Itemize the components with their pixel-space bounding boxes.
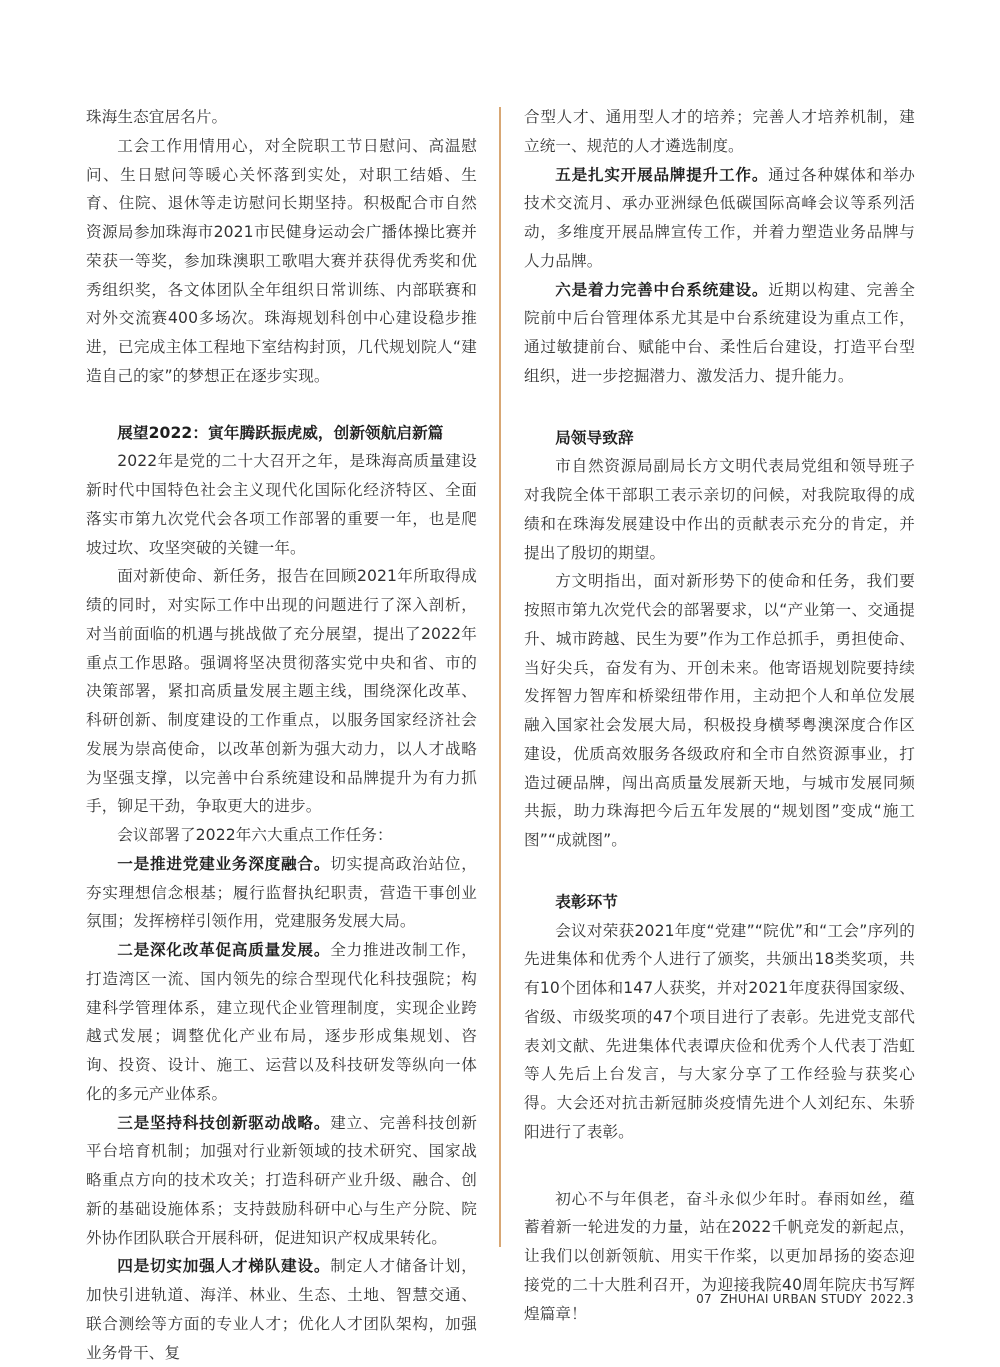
column-divider xyxy=(499,107,501,1247)
paragraph: 面对新使命、新任务，报告在回顾2021年所取得成绩的同时，对实际工作中出现的问题进行了深入剖析，对当前面临的机遇与挑战做了充分展望，提出了2022年重点工作思路。强调将坚决贯彻落实党中央和省、市的决策部署，紧扣高质量发展主题主线，围绕深化改革、科研创新、制度建设的工作重点，以服务国家经济社会发展为崇高使命，以改革创新为强大动力，以人才战略为坚强支撑，以完善中台系统建设和品牌提升为有力抓手，铆足干劲，争取更大的进步。 xyxy=(86,567,477,816)
task-lead: 一是推进党建业务深度融合。 xyxy=(117,854,331,873)
task-paragraph xyxy=(86,1252,477,1367)
page-footer xyxy=(696,1292,918,1306)
task-paragraph xyxy=(86,850,477,936)
paragraph: 工会工作用情用心，对全院职工节日慰问、高温慰问、生日慰问等暖心关怀落到实处，对职工结婚、生育、住院、退休等走访慰问长期坚持。积极配合市自然资源局参加珠海市2021市民健身运动会广播体操比赛并荣获一等奖，参加珠澳职工歌唱大赛并获得优秀奖和优秀组织奖，各文体团队全年组织日常训练、内部联赛和对外交流赛400多场次。珠海规划科创中心建设稳步推进，已完成主体工程地下室结构封顶，几代规划院人“建造自己的家”的梦想正在逐步实现。 xyxy=(86,136,477,385)
task-body: 近期以构建、完善全院前中后台管理体系尤其是中台系统建设为重点工作，通过敏捷前台、赋能中台、柔性后台建设，打造平台型组织，进一步挖掘潜力、激发活力、提升能力。 xyxy=(524,280,915,385)
task-lead: 六是着力完善中台系统建设。 xyxy=(555,280,769,299)
task-body: 通过各种媒体和举办技术交流月、承办亚洲绿色低碳国际高峰会议等系列活动，多维度开展品牌宣传工作，并着力塑造业务品牌与人力品牌。 xyxy=(524,165,915,270)
paragraph: 2022年是党的二十大召开之年，是珠海高质量建设新时代中国特色社会主义现代化国际化经济特区、全面落实市第九次党代会各项工作部署的重要一年，也是爬坡过坎、攻坚突破的关键一年。 xyxy=(86,452,477,557)
section-heading: 表彰环节 xyxy=(555,892,618,911)
paragraph: 会议部署了2022年六大重点工作任务： xyxy=(117,826,393,844)
paragraph: 合型人才、通用型人才的培养；完善人才培养机制，建立统一、规范的人才遴选制度。 xyxy=(524,108,915,155)
task-body: 制定人才储备计划，加快引进轨道、海洋、林业、生态、土地、智慧交通、联合测绘等方面的专业人才；优化人才团队架构，加强业务骨干、复 xyxy=(86,1257,477,1362)
task-paragraph xyxy=(86,936,477,1109)
paragraph: 会议对荣获2021年度“党建”“院优”和“工会”序列的先进集体和优秀个人进行了颁奖，共颁出18类奖项，共有10个团体和147人获奖，并对2021年度获得国家级、省级、市级奖项的47个项目进行了表彰。先进党支部代表刘文献、先进集体代表谭庆俭和优秀个人代表丁浩虹等人先后上台发言，与大家分享了工作经验与获奖心得。大会还对抗击新冠肺炎疫情先进个人刘纪东、朱骄阳进行了表彰。 xyxy=(524,921,915,1141)
left-column xyxy=(86,103,477,1367)
paragraph: 珠海生态宜居名片。 xyxy=(86,108,228,126)
task-lead: 二是深化改革促高质量发展。 xyxy=(117,941,331,959)
page-number: 07 xyxy=(696,1292,712,1306)
task-paragraph xyxy=(524,276,915,391)
publication-name: ZHUHAI URBAN STUDY xyxy=(720,1292,863,1306)
task-lead: 三是坚持科技创新驱动战略。 xyxy=(117,1113,331,1132)
closing-paragraph: 初心不与年俱老，奋斗永似少年时。春雨如丝，蕴蓄着新一轮进发的力量，站在2022千帆竞发的新起点，让我们以创新领航、用实干作桨，以更加昂扬的姿态迎接党的二十大胜利召开，为迎接我院40周年院庆书写辉煌篇章！ xyxy=(524,1189,915,1323)
issue-number: 2022.3 xyxy=(870,1292,914,1306)
section-heading: 展望2022：寅年腾跃振虎威，创新领航启新篇 xyxy=(117,423,444,442)
right-column xyxy=(524,103,915,1328)
section-heading: 局领导致辞 xyxy=(555,428,634,447)
paragraph: 方文明指出，面对新形势下的使命和任务，我们要按照市第九次党代会的部署要求，以“产业第一、交通提升、城市跨越、民生为要”作为工作总抓手，勇担使命、当好尖兵，奋发有为、开创未来。他寄语规划院要持续发挥智力智库和桥梁纽带作用，主动把个人和单位发展融入国家社会发展大局，积极投身横琴粤澳深度合作区建设，优质高效服务各级政府和全市自然资源事业，打造过硬品牌，闯出高质量发展新天地，与城市发展同频共振，助力珠海把今后五年发展的“规划图”变成“施工图”“成就图”。 xyxy=(524,572,915,849)
task-body: 建立、完善科技创新平台培育机制；加强对行业新领域的技术研究、国家战略重点方向的技术攻关；打造科研产业升级、融合、创新的基础设施体系；支持鼓励科研中心与生产分院、院外协作团队联合开展科研，促进知识产权成果转化。 xyxy=(86,1113,477,1247)
task-body: 全力推进改制工作，打造湾区一流、国内领先的综合型现代化科技强院；构建科学管理体系，建立现代企业管理制度，实现企业跨越式发展；调整优化产业布局，逐步形成集规划、咨询、投资、设计、施工、运营以及科技研发等纵向一体化的多元产业体系。 xyxy=(86,941,477,1103)
task-lead: 四是切实加强人才梯队建设。 xyxy=(117,1257,331,1276)
paragraph: 市自然资源局副局长方文明代表局党组和领导班子对我院全体干部职工表示亲切的问候，对我院取得的成绩和在珠海发展建设中作出的贡献表示充分的肯定，并提出了殷切的期望。 xyxy=(524,457,915,562)
task-paragraph xyxy=(86,1109,477,1253)
task-paragraph xyxy=(524,161,915,276)
task-lead: 五是扎实开展品牌提升工作。 xyxy=(555,165,769,184)
task-body: 切实提高政治站位，夯实理想信念根基；履行监督执纪职责，营造干事创业氛围；发挥榜样引领作用，党建服务发展大局。 xyxy=(86,854,477,931)
